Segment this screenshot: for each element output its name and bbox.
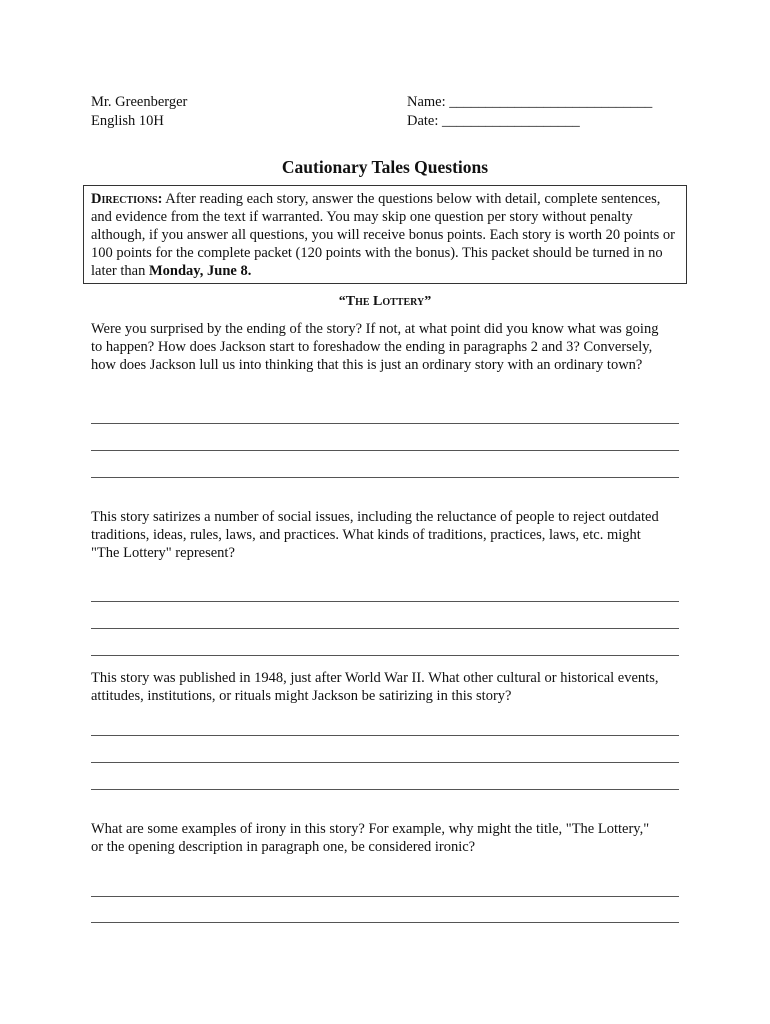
question-1: Were you surprised by the ending of the story? If not, at what point did you know what was going to happen? How does Jackson start to foreshadow the ending in paragraphs 2 and 3? Conversely, how does Jackson lull us into thinking that this is just an ordinary story with an ordinary town? <box>91 321 659 373</box>
answer-line[interactable] <box>91 450 679 451</box>
answer-line[interactable] <box>91 477 679 478</box>
answer-line[interactable] <box>91 601 679 602</box>
answer-line[interactable] <box>91 922 679 923</box>
question-2: This story satirizes a number of social issues, including the reluctance of people to reject outdated traditions, ideas, rules, laws, and practices. What kinds of traditions, practices, laws, etc. might "The Lottery" represent? <box>91 509 659 561</box>
answer-line[interactable] <box>91 735 679 736</box>
answer-line[interactable] <box>91 789 679 790</box>
date-field[interactable]: Date: ___________________ <box>407 113 580 129</box>
name-field[interactable]: Name: ____________________________ <box>407 94 653 110</box>
directions-text: After reading each story, answer the questions below with detail, complete sentences, and evidence from the text if warranted. You may skip one question per story without penalty although, if you answer all questions, you will receive bonus points. Each story is worth 20 points or 100 points for the complete packet (120 points with the bonus). This packet should be turned in no later than <box>91 191 675 279</box>
answer-line[interactable] <box>91 762 679 763</box>
directions-heading: Directions: <box>91 191 163 207</box>
teacher-info <box>91 93 187 131</box>
answer-line[interactable] <box>91 896 679 897</box>
question-4: What are some examples of irony in this story? For example, why might the title, "The Lottery," or the opening description in paragraph one, be considered ironic? <box>91 821 650 855</box>
answer-line[interactable] <box>91 628 679 629</box>
student-info <box>407 93 652 131</box>
deadline-text: Monday, June 8. <box>148 263 252 279</box>
answer-line[interactable] <box>91 655 679 656</box>
section-title: “The Lottery” <box>338 294 432 309</box>
teacher-name: Mr. Greenberger <box>91 94 188 110</box>
directions-box <box>83 185 687 284</box>
answer-line[interactable] <box>91 423 679 424</box>
question-3: This story was published in 1948, just after World War II. What other cultural or historical events, attitudes, institutions, or rituals might Jackson be satirizing in this story? <box>91 670 659 704</box>
page-title: Cautionary Tales Questions <box>281 157 489 177</box>
course-name: English 10H <box>91 113 164 129</box>
